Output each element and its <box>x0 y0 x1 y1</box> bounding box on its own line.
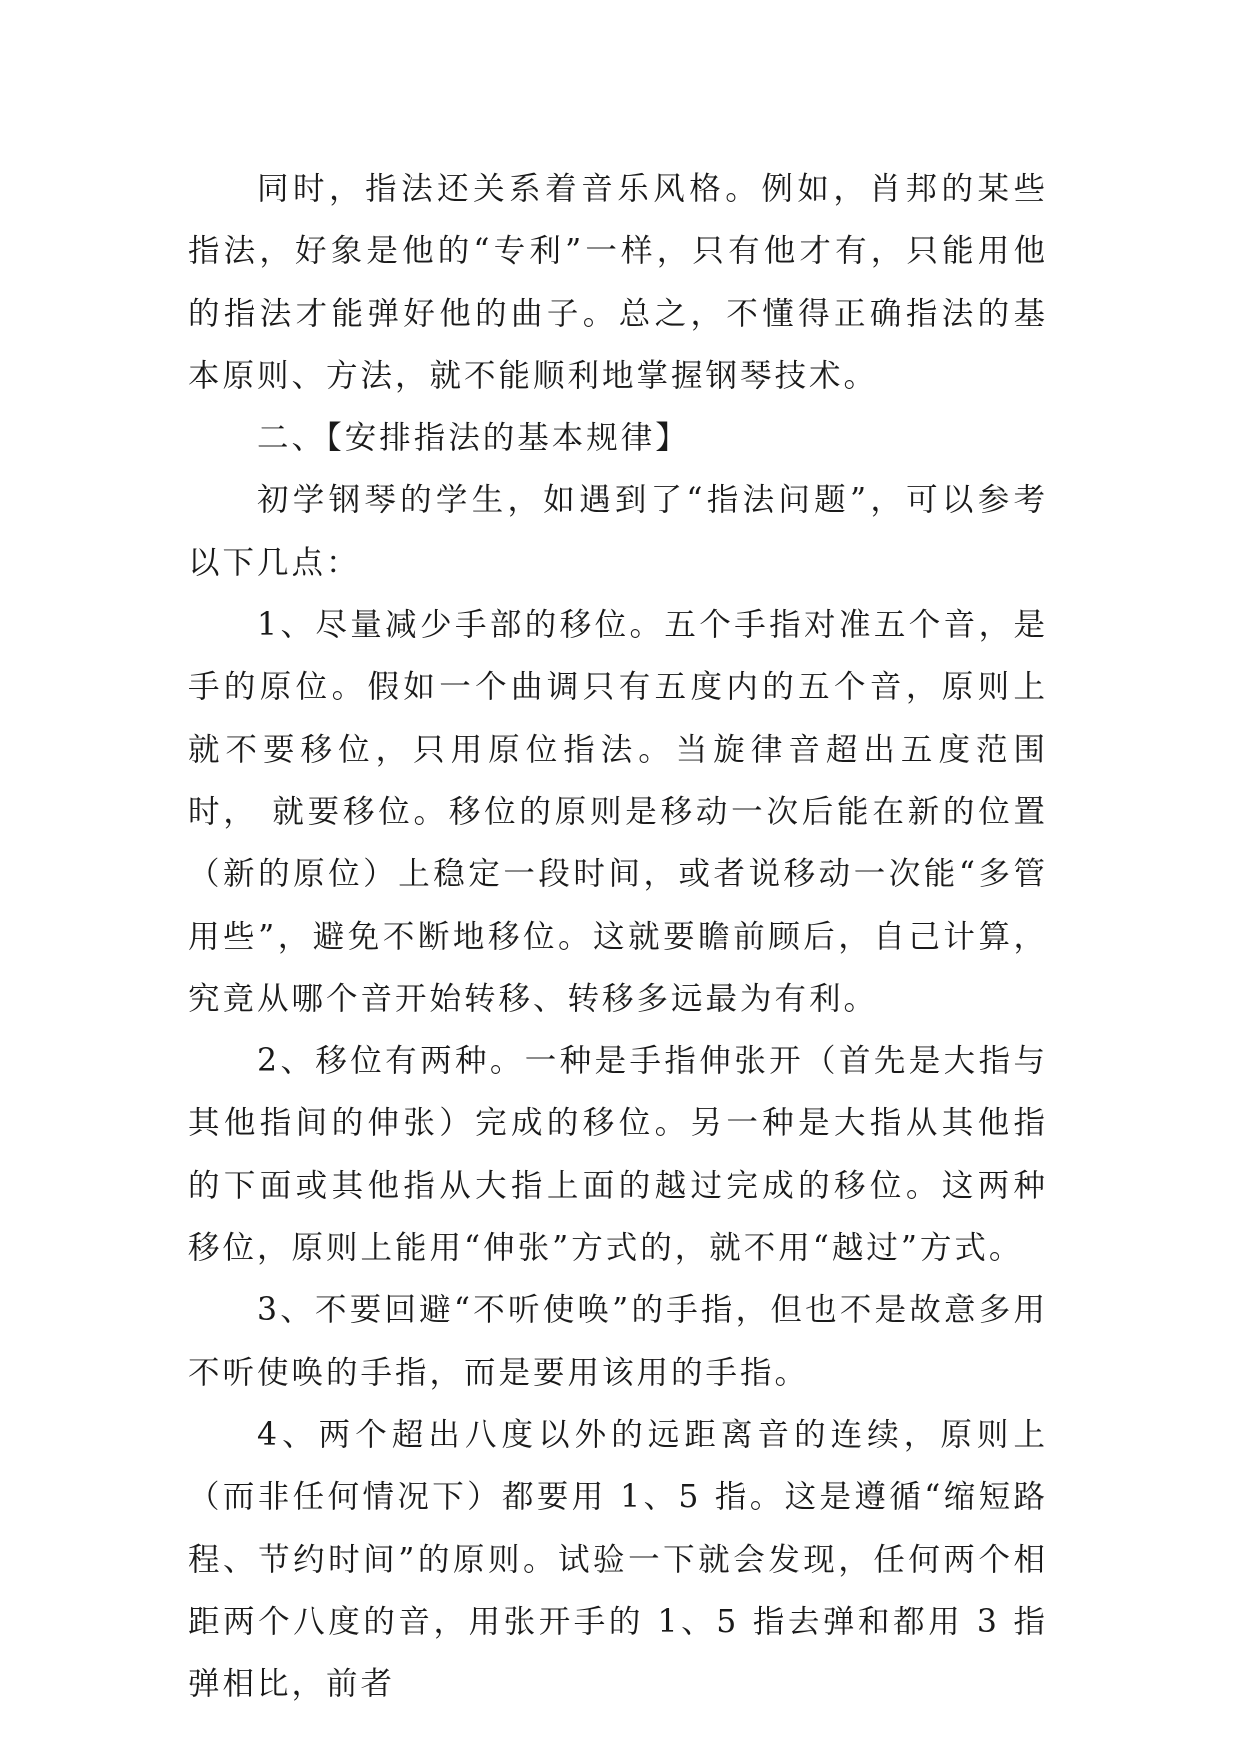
paragraph-music-style: 同时，指法还关系着音乐风格。例如，肖邦的某些指法，好象是他的“专利”一样，只有他才有，只能用他的指法才能弹好他的曲子。总之，不懂得正确指法的基本原则、方法，就不能顺利地掌握钢琴技术。 <box>188 171 1048 394</box>
paragraph-intro: 初学钢琴的学生，如遇到了“指法问题”，可以参考以下几点： <box>188 482 1048 581</box>
paragraph-point-1: 1、尽量减少手部的移位。五个手指对准五个音，是手的原位。假如一个曲调只有五度内的五个音，原则上就不要移位，只用原位指法。当旋律音超出五度范围时， 就要移位。移位的原则是移动一次后能在新的位置（新的原位）上稳定一段时间，或者说移动一次能“多管用些”，避免不断地移位。这就要瞻前顾后，自己计算， 究竟从哪个音开始转移、转移多远最为有利。 <box>188 607 1048 1017</box>
section-heading: 二、【安排指法的基本规律】 <box>257 420 690 457</box>
paragraph-point-2: 2、移位有两种。一种是手指伸张开（首先是大指与其他指间的伸张）完成的移位。另一种是大指从其他指的下面或其他指从大指上面的越过完成的移位。这两种移位，原则上能用“伸张”方式的，就不用“越过”方式。 <box>188 1043 1048 1267</box>
paragraph-point-3: 3、不要回避“不听使唤”的手指，但也不是故意多用不听使唤的手指，而是要用该用的手指。 <box>188 1292 1048 1391</box>
paragraph-point-4: 4、两个超出八度以外的远距离音的连续，原则上（而非任何情况下）都要用 1、5 指。这是遵循“缩短路程、节约时间”的原则。试验一下就会发现，任何两个相距两个八度的音，用张开手的 1、5 指去弹和都用 3 指弹相比，前者 <box>188 1416 1048 1703</box>
document-body <box>188 158 1048 1715</box>
